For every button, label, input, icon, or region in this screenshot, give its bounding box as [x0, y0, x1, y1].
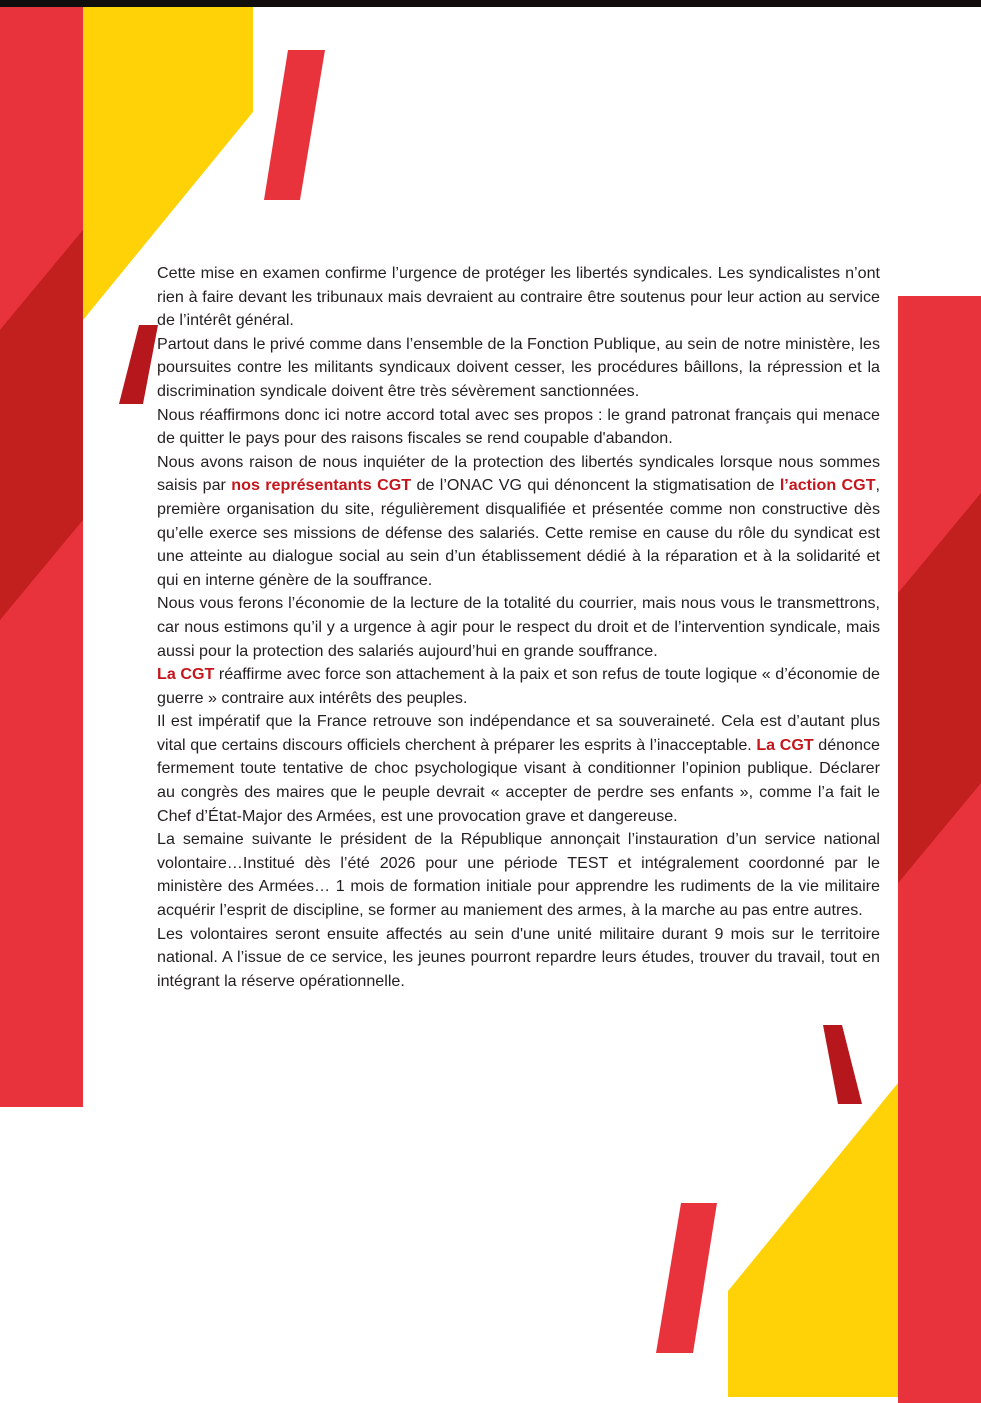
paragraph-4-run-5: , première organisation du site, régulièrement disqualifiée et présentée comme non constructive dès qu’elle exerce ses missions de défense des salariés. Cette remise en cause du rôle du syndicat est une atteinte au dialogue social au sein d’un établissement dédié à la réparation et à la solidarité et qui en interne génère de la souffrance. — [157, 476, 881, 589]
paragraph-8 — [157, 828, 880, 922]
cgt-highlight-representants: nos représentants CGT — [231, 476, 412, 495]
paragraph-5-run-1: Nous vous ferons l’économie de la lecture de la totalité du courrier, mais nous vous le transmettrons, car nous estimons qu’il y a urgence à agir pour le respect du droit et de l’intervention syndicale, mais aussi pour la protection des salariés aujourd’hui en grande souffrance. — [157, 594, 880, 660]
paragraph-7-run-1: Il est impératif que la France retrouve son indépendance et sa souveraineté. Cela est d’autant plus vital que certains discours officiels cherchent à préparer les esprits à l’inacceptable. — [157, 712, 880, 754]
paragraph-4-run-1: Nous avons raison de nous inquiéter de la protection des libertés syndicales lorsque nous sommes saisis par — [157, 452, 880, 495]
paragraph-1 — [157, 262, 880, 333]
paragraph-9 — [157, 923, 880, 994]
red-parallelogram — [264, 50, 325, 200]
top-black-bar — [0, 0, 981, 7]
paragraph-7-run-3: dénonce fermement toute tentative de choc psychologique visant à conditionner l’opinion publique. Déclarer au congrès des maires que le peuple devrait « accepter de perdre ses enfants », comme l’a fait le Chef d’État-Major des Armées, est une provocation grave et dangereuse. — [157, 735, 880, 825]
paragraph-4-run-3: de l’ONAC VG qui dénoncent la stigmatisation de — [411, 476, 780, 495]
paragraph-7 — [157, 710, 880, 828]
paragraph-6-run-2: réaffirme avec force son attachement à la paix et son refus de toute logique « d’économie de guerre » contraire aux intérêts des peuples. — [157, 665, 880, 707]
paragraph-2 — [157, 333, 880, 404]
paragraph-3-run-1: Nous réaffirmons donc ici notre accord total avec ses propos : le grand patronat français qui menace de quitter le pays pour des raisons fiscales se rend coupable d'abandon. — [157, 405, 880, 448]
paragraph-2-run-1: Partout dans le privé comme dans l’ensemble de la Fonction Publique, au sein de notre ministère, les poursuites contre les militants syndicaux doivent cesser, les procédures bâillons, la répression et la discrimination syndicale doivent être très sévèrement sanctionnées. — [157, 334, 880, 400]
red-parallelogram — [656, 1203, 717, 1353]
dark-red-parallelogram — [823, 1025, 862, 1104]
cgt-highlight-la-cgt-1: La CGT — [157, 665, 215, 684]
yellow-diagonal-wedge — [728, 1083, 898, 1397]
dark-red-parallelogram — [119, 325, 158, 404]
cgt-highlight-la-cgt-2: La CGT — [756, 735, 814, 754]
paragraph-4 — [157, 451, 880, 593]
paragraph-1-run-1: Cette mise en examen confirme l’urgence de protéger les libertés syndicales. Les syndicalistes n’ont rien à faire devant les tribunaux mais devraient au contraire être soutenus pour leur action au service de l’intérêt général. — [157, 264, 880, 330]
document-body — [157, 262, 880, 993]
paragraph-9-run-1: Les volontaires seront ensuite affectés au sein d'une unité militaire durant 9 mois sur le territoire national. A l’issue de ce service, les jeunes pourront repardre leurs études, trouver du travail, tout en intégrant la réserve opérationnelle. — [157, 924, 880, 990]
paragraph-3 — [157, 404, 880, 451]
paragraph-8-run-1: La semaine suivante le président de la République annonçait l’instauration d’un service national volontaire…Institué dès l’été 2026 pour une période TEST et intégralement coordonné par le ministère des Armées… 1 mois de formation initiale pour apprendre les rudiments de la vie militaire acquérir l’esprit de discipline, se former au maniement des armes, à la marche au pas entre autres. — [157, 830, 880, 920]
cgt-highlight-action: l’action CGT — [779, 476, 876, 495]
paragraph-6 — [157, 663, 880, 710]
paragraph-5 — [157, 592, 880, 663]
